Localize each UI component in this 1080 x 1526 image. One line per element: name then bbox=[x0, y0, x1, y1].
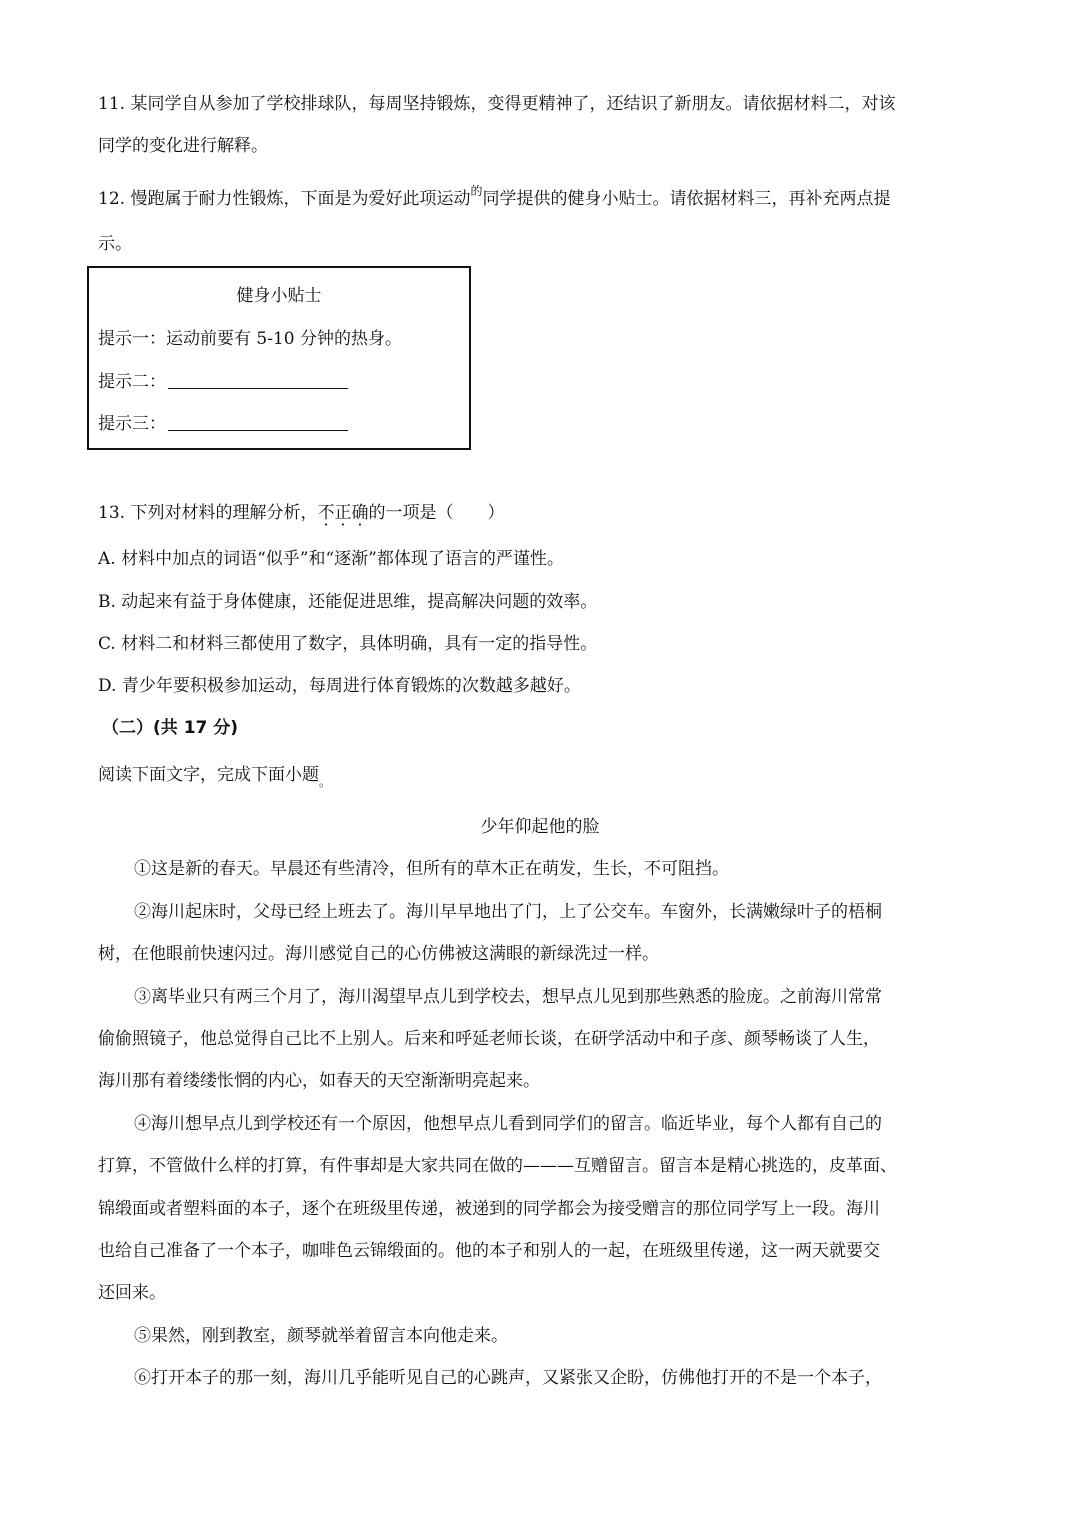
q13-option-c: C. 材料二和材料三都使用了数字，具体明确，具有一定的指导性。 bbox=[98, 634, 598, 654]
story-p3-line1: ③离毕业只有两三个月了，海川渴望早点儿到学校去，想早点儿见到那些熟悉的脸庞。之前海川常常 bbox=[134, 987, 882, 1007]
story-p5: ⑤果然，刚到教室，颜琴就举着留言本向他走来。 bbox=[134, 1326, 508, 1346]
instruction-text: 阅读下面文字，完成下面小题 bbox=[98, 765, 319, 785]
tip-three bbox=[98, 412, 348, 436]
fitness-tips-title: 健身小贴士 bbox=[236, 286, 322, 306]
section-two-instruction bbox=[98, 763, 988, 788]
tip-three-label: 提示三： bbox=[98, 414, 166, 434]
q13-emphasis-char-3: 确 bbox=[351, 503, 369, 523]
q12-line2: 示。 bbox=[98, 234, 132, 254]
story-p4-line1: ④海川想早点儿到学校还有一个原因，他想早点儿看到同学们的留言。临近毕业，每个人都有自己的 bbox=[134, 1114, 882, 1134]
q13-stem-a: 13. 下列对材料的理解分析， bbox=[98, 503, 318, 523]
story-p4-line2: 打算，不管做什么样的打算，有件事却是大家共同在做的———互赠留言。留言本是精心挑选的，皮革面、 bbox=[98, 1156, 897, 1176]
q13-emphasis-char-2: 正 bbox=[334, 503, 352, 523]
story-p3-line3: 海川那有着缕缕怅惘的内心，如春天的天空渐渐明亮起来。 bbox=[98, 1071, 540, 1091]
q11-line1: 11. 某同学自从参加了学校排球队，每周坚持锻炼，变得更精神了，还结识了新朋友。请依据材料二，对该 bbox=[98, 94, 896, 114]
story-p2-line2: 树，在他眼前快速闪过。海川感觉自己的心仿佛被这满眼的新绿洗过一样。 bbox=[98, 944, 659, 964]
story-p3-line2: 偷偷照镜子，他总觉得自己比不上别人。后来和呼延老师长谈，在研学活动中和子彦、颜琴畅谈了人生， bbox=[98, 1029, 880, 1049]
tip-one: 提示一：运动前要有 5-10 分钟的热身。 bbox=[98, 329, 402, 349]
q13-stem-b: 的一项是（ ） bbox=[368, 503, 505, 523]
q13-option-b: B. 动起来有益于身体健康，还能促进思维，提高解决问题的效率。 bbox=[98, 592, 598, 612]
story-p2-line1: ②海川起床时，父母已经上班去了。海川早早地出了门，上了公交车。车窗外，长满嫩绿叶子的梧桐 bbox=[134, 902, 882, 922]
story-p4-line4: 也给自己准备了一个本子，咖啡色云锦缎面的。他的本子和别人的一起，在班级里传递，这一两天就要交 bbox=[98, 1241, 880, 1261]
q13-option-d: D. 青少年要积极参加运动，每周进行体育锻炼的次数越多越好。 bbox=[98, 676, 581, 696]
story-p6-line1: ⑥打开本子的那一刻，海川几乎能听见自己的心跳声，又紧张又企盼，仿佛他打开的不是一个本子， bbox=[134, 1368, 882, 1388]
q12-line1 bbox=[98, 184, 988, 212]
q13-option-a: A. 材料中加点的词语“似乎”和“逐渐”都体现了语言的严谨性。 bbox=[98, 549, 564, 569]
tip-two-blank[interactable] bbox=[168, 370, 348, 389]
tip-three-blank[interactable] bbox=[168, 412, 348, 431]
q12-text-b: 同学提供的健身小贴士。请依据材料三，再补充两点提 bbox=[482, 189, 891, 209]
instruction-end: 。 bbox=[319, 775, 332, 789]
tip-two bbox=[98, 370, 348, 394]
q13-emphasis-char-1: 不 bbox=[317, 503, 335, 523]
story-p4-line5: 还回来。 bbox=[98, 1283, 166, 1303]
q11-line2: 同学的变化进行解释。 bbox=[98, 136, 268, 156]
section-two-heading: （二）(共 17 分) bbox=[102, 718, 239, 738]
story-p4-line3: 锦缎面或者塑料面的本子，逐个在班级里传递，被递到的同学都会为接受赠言的那位同学写上一段。海川 bbox=[98, 1199, 880, 1219]
q13-stem bbox=[98, 501, 988, 525]
story-p1: ①这是新的春天。早晨还有些清冷，但所有的草木正在萌发，生长，不可阻挡。 bbox=[134, 859, 729, 879]
story-title: 少年仰起他的脸 bbox=[480, 817, 600, 837]
tip-two-label: 提示二： bbox=[98, 372, 166, 392]
q12-superscript: 的 bbox=[470, 184, 483, 198]
q12-text-a: 12. 慢跑属于耐力性锻炼，下面是为爱好此项运动 bbox=[98, 189, 471, 209]
